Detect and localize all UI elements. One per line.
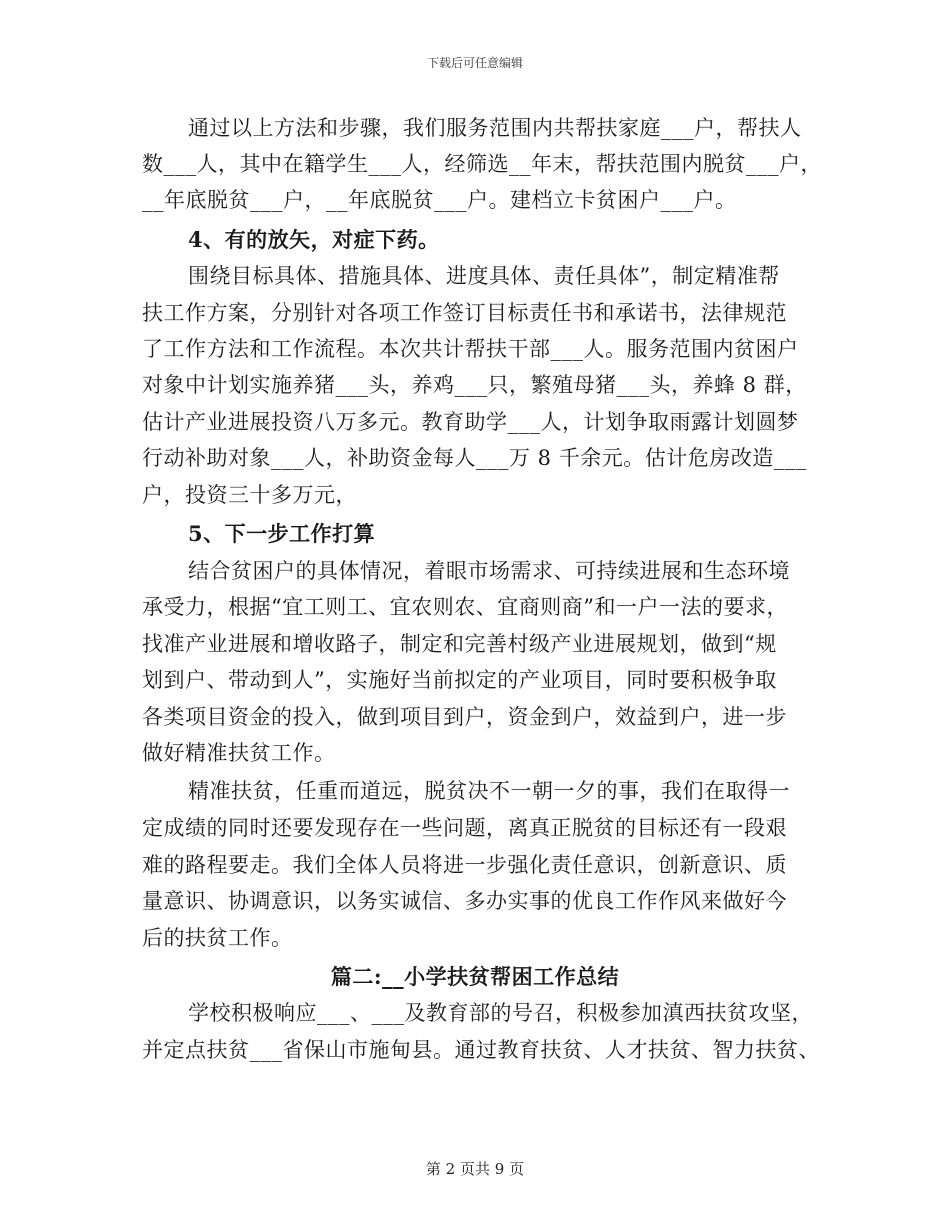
paragraph-line: 结合贫困户的具体情况，着眼市场需求、可持续进展和生态环境 <box>188 559 790 583</box>
paragraph-line: 后的扶贫工作。 <box>142 926 293 950</box>
section-heading: 4、有的放矢，对症下药。 <box>188 227 440 252</box>
paragraph-line: 围绕目标具体、措施具体、进度具体、责任具体”，制定精准帮 <box>188 264 780 288</box>
paragraph-line: 并定点扶贫___省保山市施甸县。通过教育扶贫、人才扶贫、智力扶贫、 <box>142 1038 820 1062</box>
paragraph-line: 难的路程要走。我们全体人员将进一步强化责任意识，创新意识、质 <box>142 853 787 877</box>
paragraph-line: 数___人，其中在籍学生___人，经筛选__年末，帮扶范围内脱贫___户， <box>142 152 822 176</box>
paragraph-line: 对象中计划实施养猪___头，养鸡___只，繁殖母猪___头，养蜂 8 群， <box>142 373 807 397</box>
paragraph-line: 划到户、带动到人”，实施好当前拟定的产业项目，同时要积极争取 <box>142 668 777 692</box>
paragraph-line: 扶工作方案，分别针对各项工作签订目标责任书和承诺书，法律规范 <box>142 301 787 325</box>
paragraph-line: 了工作方法和工作流程。本次共计帮扶干部___人。服务范围内贫困户 <box>142 337 799 361</box>
paragraph-line: 量意识、协调意识，以务实诚信、多办实事的优良工作作风来做好今 <box>142 889 787 913</box>
paragraph-line: 做好精准扶贫工作。 <box>142 741 336 765</box>
page-footer: 第 2 页共 9 页 <box>425 1160 525 1178</box>
article-title: 篇二:__小学扶贫帮困工作总结 <box>330 964 620 989</box>
paragraph-line: 找准产业进展和增收路子，制定和完善村级产业进展规划，做到“规 <box>142 632 777 656</box>
section-heading: 5、下一步工作打算 <box>188 521 376 546</box>
paragraph-line: 通过以上方法和步骤，我们服务范围内共帮扶家庭___户，帮扶人 <box>188 116 802 140</box>
paragraph-line: 各类项目资金的投入，做到项目到户，资金到户，效益到户，进一步 <box>142 705 787 729</box>
paragraph-line: 承受力，根据“宜工则工、宜农则农、宜商则商”和一户一法的要求， <box>142 595 788 619</box>
paragraph-line: 学校积极响应___、___及教育部的号召，积极参加滇西扶贫攻坚， <box>188 1001 813 1025</box>
paragraph-line: 精准扶贫，任重而道远，脱贫决不一朝一夕的事，我们在取得一 <box>188 779 790 803</box>
paragraph-line: 定成绩的同时还要发现存在一些问题，离真正脱贫的目标还有一段艰 <box>142 816 787 840</box>
paragraph-line: __年底脱贫___户，__年底脱贫___户。建档立卡贫困户___户。 <box>142 188 737 212</box>
page-header: 下载后可任意编辑 <box>426 56 523 70</box>
paragraph-line: 估计产业进展投资八万多元。教育助学___人，计划争取雨露计划圆梦 <box>142 410 799 434</box>
paragraph-line: 户，投资三十多万元， <box>142 483 357 507</box>
paragraph-line: 行动补助对象___人，补助资金每人___万 8 千余元。估计危房改造___ <box>142 446 807 470</box>
